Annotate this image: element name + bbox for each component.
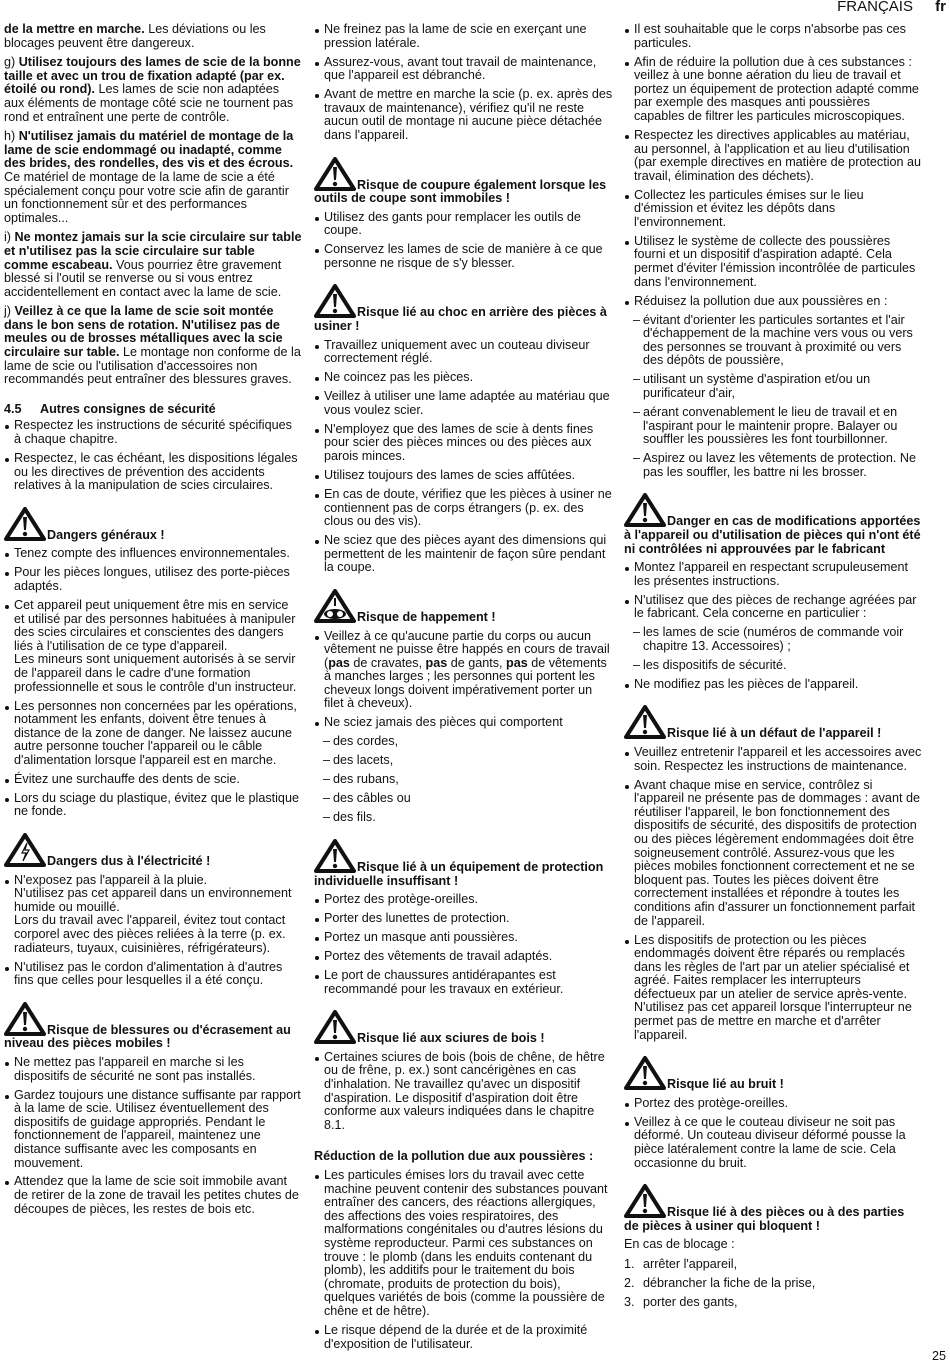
bullet-item <box>314 534 614 575</box>
warning-heading <box>4 1002 302 1051</box>
section-heading <box>4 403 302 417</box>
dash-item-text: des rubans, <box>333 772 399 787</box>
text-run: de vêtements à manches larges ; les personnes qui portent les cheveux longs doivent impérativement porter un filet à cheveux). <box>324 655 607 711</box>
text-run: Portez des protège-oreilles. <box>324 892 479 907</box>
bullet-item <box>314 243 614 270</box>
item-number: 3. <box>624 1294 635 1309</box>
warning-heading <box>624 705 922 741</box>
column-middle <box>314 23 614 1357</box>
dash-item-text: les dispositifs de sécurité. <box>643 657 787 672</box>
dash-marker: – <box>633 404 641 419</box>
text-run: Le port de chaussures antidérapantes est recommandé pour les travaux en extérieur. <box>324 968 564 996</box>
text-run: Portez des protège-oreilles. <box>634 1095 789 1110</box>
bullet-item <box>314 390 614 417</box>
text-run: Cet appareil peut uniquement être mis en service et utilisé par des personnes habituées à manipuler des scies circulaires et conscientes des dangers liés à l'utilisation de ce type d'appareil. Les mineurs sont uniquement autorisés à se servir de l'appareil dans le cadre d'une formation professionnelle et sous le contrôle d'un instructeur. <box>14 597 297 694</box>
bullet-item <box>314 423 614 464</box>
warning-heading <box>4 833 302 869</box>
dash-item <box>314 792 614 806</box>
warning-title: Dangers dus à l'électricité ! <box>47 854 211 869</box>
bullet-item <box>4 547 302 561</box>
bullet-item <box>624 235 922 289</box>
text-run: N'utilisez que des pièces de rechange agréées par le fabricant. Cela concerne en particulier : <box>634 592 917 621</box>
warning-heading <box>624 1184 922 1233</box>
warning-icon <box>624 705 666 739</box>
numbered-item <box>624 1277 922 1291</box>
text-run: Veillez à ce que le couteau diviseur ne soit pas déformé. Un couteau diviseur déformé pousse la pièce latéralement contre la lame de scie. Cela occasionne du bruit. <box>634 1114 906 1170</box>
dash-marker: – <box>323 791 331 806</box>
text-run: Respectez les directives applicables au matériau, au personnel, à l'application et au lieu d'utilisation (par exemple directives en matière de protection au travail, élimination des déchets). <box>634 127 922 183</box>
bullet-item <box>314 56 614 83</box>
text-run: g) <box>4 55 19 70</box>
text-run: En cas de doute, vérifiez que les pièces à usiner ne contiennent pas de corps étrangers (p. ex. des clous ou des vis). <box>324 486 612 529</box>
numbered-item-text: arrêter l'appareil, <box>643 1257 738 1271</box>
text-run: Utilisez toujours des lames de scies affûtées. <box>324 467 576 482</box>
electric-hazard-icon <box>4 833 46 867</box>
warning-icon <box>314 1010 356 1044</box>
text-run: j) <box>4 304 15 319</box>
text-run: Lors du sciage du plastique, évitez que le plastique ne fonde. <box>14 790 299 819</box>
text-run: N'exposez pas l'appareil à la pluie. N'utilisez pas cet appareil dans un environnement humide ou mouillé. Lors du travail avec l'appareil, évitez tout contact corporel avec des pièces reliées à la terre (p. ex. radiateurs, tuyaux, cuisinières, réfrigérateurs). <box>14 872 292 955</box>
bullet-item <box>624 1116 922 1170</box>
bullet-item <box>624 23 922 50</box>
dash-marker: – <box>323 810 331 825</box>
text-run: Veuillez entretenir l'appareil et les accessoires avec soin. Respectez les instructions de maintenance. <box>634 745 922 773</box>
text-run: Certaines sciures de bois (bois de chêne, de hêtre ou de frêne, p. ex.) sont cancérigènes en cas d'inhalation. Ne travaillez qu'avec un dispositif d'aspiration. Le dispositif d'aspiration doit être conforme aux valeurs indiquées dans le chapitre 8.1. <box>324 1049 605 1132</box>
bullet-item <box>4 700 302 768</box>
dash-item <box>624 452 922 479</box>
entanglement-hazard-icon <box>314 589 356 623</box>
paragraph <box>4 130 302 225</box>
bullet-item <box>624 129 922 183</box>
text-run: Porter des lunettes de protection. <box>324 911 510 926</box>
dash-item <box>624 406 922 447</box>
text-run: Conservez les lames de scie de manière à ce que personne ne risque de s'y blesser. <box>324 242 603 270</box>
warning-title: Risque lié à un défaut de l'appareil ! <box>667 726 882 741</box>
bullet-item <box>624 746 922 773</box>
text-run: Les lames de scie non adaptées aux éléments de montage côté scie ne tournent pas rond et entraînent une perte de contrôle. <box>4 82 294 124</box>
paragraph <box>4 305 302 387</box>
warning-heading <box>4 507 302 543</box>
bullet-item <box>314 931 614 945</box>
subheading: Réduction de la pollution due aux poussières : <box>314 1149 594 1164</box>
dash-marker: – <box>323 753 331 768</box>
text-run: Vous pourriez être gravement blessé si l'outil se renverse ou si vous entrez accidentellement en contact avec la lame de scie. <box>4 257 282 299</box>
dash-item <box>314 735 614 749</box>
bullet-item <box>314 1169 614 1319</box>
bold-text-run: Veillez à ce que la lame de scie soit montée dans le bon sens de rotation. N'utilisez pas de meules ou de brosses métalliques avec la scie circulaire sur table. <box>4 304 283 360</box>
section-number: 4.5 <box>4 401 22 416</box>
warning-icon <box>624 493 666 527</box>
bullet-item <box>314 716 614 730</box>
warning-heading <box>624 493 922 556</box>
warning-title: Risque de blessures ou d'écrasement au niveau des pièces mobiles ! <box>4 1022 291 1051</box>
text-run: Ne freinez pas la lame de scie en exerçant une pression latérale. <box>324 22 587 50</box>
column-right <box>624 23 922 1315</box>
bullet-item <box>4 419 302 446</box>
text-run: Respectez les instructions de sécurité spécifiques à chaque chapitre. <box>14 418 292 447</box>
language-label: FRANÇAIS <box>837 0 913 15</box>
bullet-item <box>4 452 302 493</box>
bullet-item <box>314 630 614 712</box>
warning-icon <box>624 1056 666 1090</box>
dash-item <box>624 373 922 400</box>
warning-heading <box>314 284 614 333</box>
warning-heading <box>314 589 614 625</box>
warning-heading <box>314 839 614 888</box>
bullet-item <box>314 950 614 964</box>
bold-text-run: pas <box>328 655 350 670</box>
dash-marker: – <box>633 625 641 640</box>
text-run: Veillez à ce qu'aucune partie du corps ou aucun vêtement ne puisse être happés en cours de travail ( <box>324 628 610 670</box>
bullet-item <box>314 23 614 50</box>
bold-text-run: pas <box>506 655 528 670</box>
text-run: Avant de mettre en marche la scie (p. ex. après des travaux de maintenance), vérifiez qu'il ne reste aucun outil de montage ni aucune pièce détachée dans l'appareil. <box>324 87 613 142</box>
dash-item-text: évitant d'orienter les particules sortantes et l'air d'échappement de la machine vers vous ou vers des personnes se trouvant à proximité ou vers des dépôts de poussière, <box>643 312 913 368</box>
bullet-item <box>314 469 614 483</box>
numbered-item-text: porter des gants, <box>643 1294 738 1309</box>
text-run: En cas de blocage : <box>624 1237 735 1252</box>
text-run: Utilisez le système de collecte des poussières fourni et un dispositif d'aspiration adapté. Cela permet d'éviter l'émission incontrôlée de particules dans l'environnement. <box>634 233 916 289</box>
text-run: Afin de réduire la pollution due à ces substances : veillez à une bonne aération du lieu de travail et portez un équipement de protection adapté comme par exemple des masques anti poussières capables de filtrer les particules microscopiques. <box>634 54 919 123</box>
text-run: Évitez une surchauffe des dents de scie. <box>14 771 240 786</box>
text-run: Les personnes non concernées par les opérations, notamment les enfants, doivent être tenues à distance de la zone de danger. Ne laissez aucune autre personne toucher l'appareil ou le câble d'alimentation lorsque l'appareil est en marche. <box>14 698 297 767</box>
text-run: Collectez les particules émises sur le lieu d'émission et évitez les dépôts dans l'environnement. <box>634 187 864 229</box>
item-number: 1. <box>624 1257 635 1271</box>
warning-title: Dangers généraux ! <box>47 527 165 542</box>
warning-title: Risque lié à un équipement de protection individuelle insuffisant ! <box>314 859 604 888</box>
dash-item-text: Aspirez ou lavez les vêtements de protection. Ne pas les souffler, les battre ni les brosser. <box>643 451 917 479</box>
bold-text-run: de la mettre en marche. <box>4 22 145 36</box>
dash-item-text: des cordes, <box>333 734 399 749</box>
column-left <box>4 23 302 1222</box>
text-run: Les dispositifs de protection ou les pièces endommagés doivent être réparés ou remplacés dans les règles de l'art par un atelier spécialisé et agréé. Faites remplacer les interrupteurs défectueux par un atelier de service après-vente. N'utilisez pas cet appareil lorsque l'interrupteur ne permet pas de mettre en marche et d'arrêter l'appareil. <box>634 932 912 1042</box>
text-run: Veillez à utiliser une lame adaptée au matériau que vous voulez scier. <box>324 389 610 417</box>
text-run: Ne coincez pas les pièces. <box>324 370 474 385</box>
bullet-item <box>4 599 302 694</box>
bullet-item <box>4 1175 302 1216</box>
dash-item-text: des lacets, <box>333 753 394 768</box>
bullet-item <box>314 339 614 366</box>
bold-text-run: pas <box>425 655 448 670</box>
text-run: Pour les pièces longues, utilisez des porte-pièces adaptés. <box>14 565 290 593</box>
dash-item <box>314 754 614 768</box>
bullet-item <box>314 211 614 238</box>
warning-title: Risque de coupure également lorsque les outils de coupe sont immobiles ! <box>314 177 607 206</box>
dash-marker: – <box>633 657 641 672</box>
numbered-item-text: débrancher la fiche de la prise, <box>643 1275 816 1290</box>
warning-heading <box>314 1010 614 1046</box>
warning-heading <box>624 1056 922 1092</box>
bullet-item <box>314 893 614 907</box>
numbered-item <box>624 1296 922 1310</box>
warning-title: Danger en cas de modifications apportées à l'appareil ou d'utilisation de pièces qui n'ont été ni contrôlées ni approuvées par le fabricant <box>624 514 921 556</box>
bullet-item <box>4 1056 302 1083</box>
bullet-item <box>4 1089 302 1171</box>
text-run: Le risque dépend de la durée et de la proximité d'exposition de l'utilisateur. <box>324 1322 588 1351</box>
text-run: Avant chaque mise en service, contrôlez si l'appareil ne présente pas de dommages : avant de réutiliser l'appareil, le bon fonctionnement des dispositifs de sécurité, des dispositifs de protection ou des pièces légèrement endommagées doit être soigneusement contrôlé. Assurez-vous que les pièces mobiles fonctionnent correctement et ne se bloquent pas. Toutes les pièces doivent être correctement installées et répondre à toutes les conditions afin d'assurer un fonctionnement parfait de l'appareil. <box>634 777 920 928</box>
bullet-item <box>4 961 302 988</box>
warning-title: Risque lié aux sciures de bois ! <box>357 1031 545 1046</box>
text-run: Portez des vêtements de travail adaptés. <box>324 949 553 964</box>
bullet-item <box>624 189 922 230</box>
dash-item <box>624 626 922 653</box>
section-title: Autres consignes de sécurité <box>40 401 216 416</box>
text-run: Attendez que la lame de scie soit immobile avant de retirer de la zone de travail les petites chutes de découpes de pièces, les restes de bois etc. <box>14 1174 299 1216</box>
bullet-item <box>314 912 614 926</box>
dash-item <box>314 773 614 787</box>
dash-item <box>314 811 614 825</box>
dash-marker: – <box>633 372 641 387</box>
text-run: Assurez-vous, avant tout travail de maintenance, que l'appareil est débranché. <box>324 54 597 83</box>
text-run: N'utilisez pas le cordon d'alimentation à d'autres fins que celles pour lesquelles il a été conçu. <box>14 959 283 988</box>
bullet-item <box>624 779 922 929</box>
text-run: Montez l'appareil en respectant scrupuleusement les présentes instructions. <box>634 560 909 588</box>
text-run: Ne sciez que des pièces ayant des dimensions qui permettent de les maintenir de façon sûre pendant la coupe. <box>324 533 607 575</box>
page-number: 25 <box>931 1349 946 1363</box>
page-header <box>837 0 946 15</box>
text-run: Il est souhaitable que le corps n'absorbe pas ces particules. <box>634 22 906 50</box>
bullet-item <box>314 88 614 142</box>
paragraph <box>4 231 302 299</box>
bullet-item <box>4 874 302 956</box>
warning-icon <box>314 284 356 318</box>
bullet-item <box>624 295 922 309</box>
dash-marker: – <box>633 312 641 327</box>
item-number: 2. <box>624 1275 635 1290</box>
bullet-item <box>314 1051 614 1133</box>
bullet-item <box>4 773 302 787</box>
text-run: Ne mettez pas l'appareil en marche si les dispositifs de sécurité ne sont pas installés. <box>14 1054 256 1083</box>
text-run: Réduisez la pollution due aux poussières en : <box>634 293 888 308</box>
dash-item-text: des câbles ou <box>333 791 411 806</box>
text-run: h) <box>4 129 19 144</box>
bullet-item <box>314 969 614 996</box>
warning-title: Risque lié à des pièces ou à des parties de pièces à usiner qui bloquent ! <box>624 1205 905 1233</box>
text-run: Ne modifiez pas les pièces de l'appareil. <box>634 676 859 691</box>
text-run: Tenez compte des influences environnementales. <box>14 546 290 561</box>
dash-item-text: les lames de scie (numéros de commande voir chapitre 13. Accessoires) ; <box>643 625 904 653</box>
language-code: fr <box>935 0 946 15</box>
bullet-item <box>624 561 922 588</box>
text-run: de cravates, <box>349 655 426 670</box>
bullet-item <box>624 678 922 692</box>
bullet-item <box>4 792 302 819</box>
warning-icon <box>314 157 356 191</box>
text-run: Travaillez uniquement avec un couteau diviseur correctement réglé. <box>324 337 590 366</box>
warning-heading <box>314 157 614 206</box>
dash-item-text: des fils. <box>333 810 376 825</box>
warning-icon <box>4 507 46 541</box>
dash-item-text: utilisant un système d'aspiration et/ou un purificateur d'air, <box>643 372 871 400</box>
text-run: Respectez, le cas échéant, les dispositions légales ou les directives de prévention des accidents relatives à la manipulation de scies circulaires. <box>14 451 298 493</box>
dash-marker: – <box>323 734 331 749</box>
dash-item <box>624 314 922 368</box>
bold-text-run: Utilisez toujours des lames de scie de la bonne taille et avec un trou de fixation adapté (par ex. étoilé ou rond). <box>4 55 301 97</box>
text-run: Ne sciez jamais des pièces qui comportent <box>324 715 563 730</box>
dash-marker: – <box>633 451 641 466</box>
numbered-item <box>624 1258 922 1272</box>
text-run: Gardez toujours une distance suffisante par rapport à la lame de scie. Utilisez éventuellement des dispositifs de guidage appropriés. Pendant le fonctionnement de l'appareil, maintenez une distance suffisante avec les composants en mouvement. <box>14 1087 301 1170</box>
paragraph <box>4 56 302 124</box>
dash-item <box>624 659 922 673</box>
text-run: i) <box>4 230 15 245</box>
paragraph <box>624 1238 922 1252</box>
bold-text-run: N'utilisez jamais du matériel de montage de la lame de scie endommagé ou inadapté, comme des brides, des rondelles, des vis et des écrous. <box>4 129 294 171</box>
bullet-item <box>314 488 614 529</box>
text-run: N'employez que des lames de scie à dents fines pour scier des pièces minces ou des pièces aux parois minces. <box>324 421 594 463</box>
text-run: Utilisez des gants pour remplacer les outils de coupe. <box>324 209 581 238</box>
dash-marker: – <box>323 772 331 787</box>
bullet-item <box>624 56 922 124</box>
bullet-item <box>624 934 922 1043</box>
text-run: Les particules émises lors du travail avec cette machine peuvent contenir des substances pouvant entraîner des cancers, des réactions allergiques, des affections des voies respiratoires, des malformations congénitales ou d'autres lésions du système reproducteur. Parmi ces substances on trouve : le plomb (dans les enduits contenant du plomb), les additifs pour le traitement du bois (chromate, produits de protection du bois), quelques variétés de bois (comme la poussière de chêne et de hêtre). <box>324 1168 608 1318</box>
warning-icon <box>4 1002 46 1036</box>
bold-text-run: Ne montez jamais sur la scie circulaire sur table et n'utilisez pas la scie circulaire sur table comme escabeau. <box>4 230 302 272</box>
text-run: Le montage non conforme de la lame de scie ou l'utilisation d'accessoires non recommandés peut entraîner des blessures graves. <box>4 345 301 387</box>
bullet-item <box>624 594 922 621</box>
bullet-item <box>314 1324 614 1351</box>
warning-title: Risque de happement ! <box>357 609 496 624</box>
warning-title: Risque lié au choc en arrière des pièces à usiner ! <box>314 305 607 334</box>
dash-item-text: aérant convenablement le lieu de travail et en l'aspirant pour le maintenir propre. Balayer ou souffler les poussières les font tourbillonner. <box>643 404 898 447</box>
warning-title: Risque lié au bruit ! <box>667 1077 784 1092</box>
bullet-item <box>624 1097 922 1111</box>
text-run: Les déviations ou les blocages peuvent être dangereux. <box>4 22 266 50</box>
text-run: Portez un masque anti poussières. <box>324 930 518 945</box>
warning-icon <box>314 839 356 873</box>
warning-icon <box>624 1184 666 1218</box>
text-run: de gants, <box>447 655 507 670</box>
bullet-item <box>314 371 614 385</box>
text-run: Ce matériel de montage de la lame de scie a été spécialement conçu pour votre scie afin de garantir un fonctionnement sûr et des performances optimales... <box>4 169 289 225</box>
bullet-item <box>4 566 302 593</box>
paragraph <box>4 23 302 50</box>
